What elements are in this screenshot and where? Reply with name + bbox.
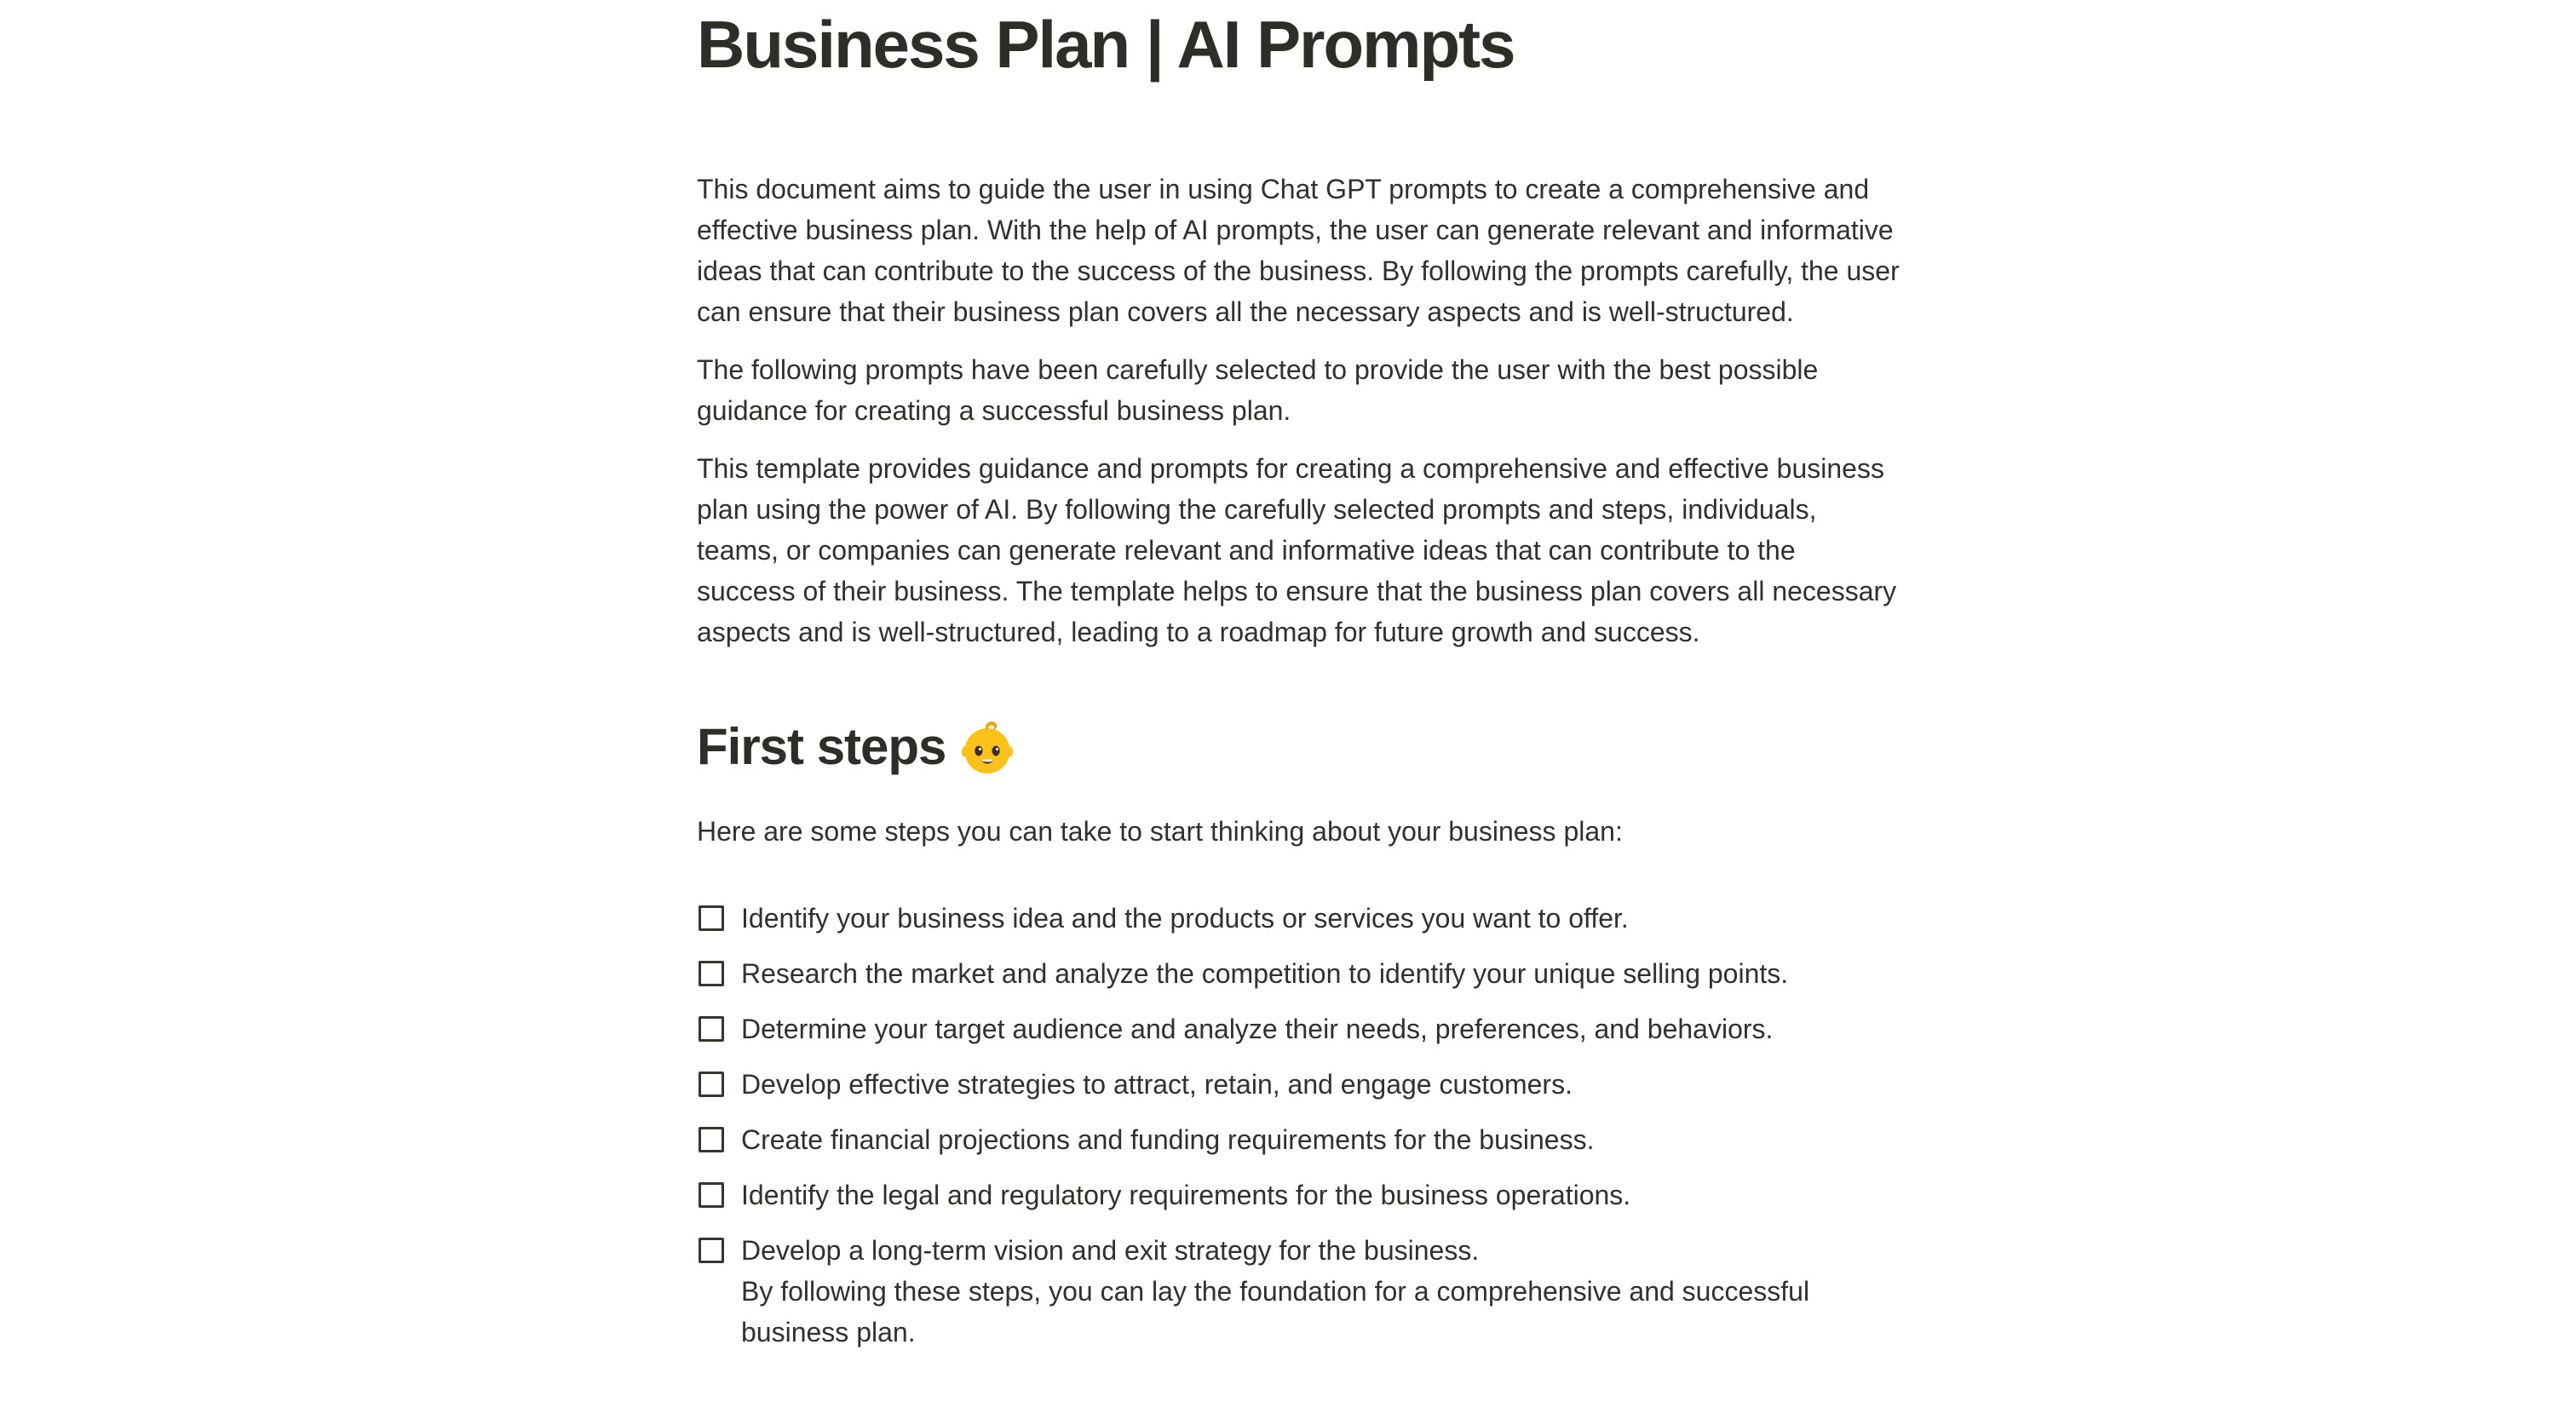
intro-paragraph-1: This document aims to guide the user in using Chat GPT prompts to create a comprehensive and effective business plan. With the help of AI prompts, the user can generate relevant and informative ideas that can contribute to the success of the business. By following the prompts carefully, the user can ensure that their business plan covers all the necessary aspects and is well-structured.	[697, 173, 1900, 327]
todo-item	[697, 1064, 1900, 1105]
todo-list	[697, 898, 1900, 1353]
first-steps-heading	[697, 714, 1900, 780]
todo-item	[697, 1230, 1900, 1353]
todo-label-with-closing	[741, 1230, 1900, 1353]
intro-paragraph-2: The following prompts have been carefully selected to provide the user with the best possible guidance for creating a successful business plan.	[697, 353, 1819, 426]
todo-label: Research the market and analyze the competition to identify your unique selling points.	[741, 957, 1789, 989]
todo-item	[697, 1119, 1900, 1160]
todo-checkbox[interactable]	[699, 1238, 724, 1263]
todo-label: Create financial projections and funding requirements for the business.	[741, 1123, 1595, 1155]
document-page	[697, 0, 1900, 1353]
todo-checkbox[interactable]	[699, 1182, 724, 1208]
first-steps-intro: Here are some steps you can take to start thinking about your business plan:	[697, 815, 1623, 847]
todo-item	[697, 898, 1900, 939]
todo-item	[697, 1008, 1900, 1049]
first-steps-heading-label: First steps	[697, 717, 946, 775]
baby-emoji-icon	[959, 719, 1015, 775]
todo-label: Identify the legal and regulatory requirements for the business operations.	[741, 1179, 1631, 1210]
todo-item	[697, 1175, 1900, 1215]
todo-label: Develop effective strategies to attract, retain, and engage customers.	[741, 1068, 1573, 1100]
todo-checkbox[interactable]	[699, 1127, 724, 1152]
todo-checkbox[interactable]	[699, 961, 724, 986]
page-title: Business Plan | AI Prompts	[697, 7, 1515, 82]
todo-label: Develop a long-term vision and exit strategy for the business.	[741, 1234, 1480, 1266]
todo-label: Identify your business idea and the products or services you want to offer.	[741, 902, 1629, 934]
todo-checkbox[interactable]	[699, 905, 724, 931]
todo-checkbox[interactable]	[699, 1072, 724, 1097]
todo-item	[697, 953, 1900, 994]
intro-paragraph-3: This template provides guidance and prompts for creating a comprehensive and effective business plan using the power of AI. By following the carefully selected prompts and steps, individuals, teams, or companies can generate relevant and informative ideas that can contribute to the success of their business. The template helps to ensure that the business plan covers all necessary aspects and is well-structured, leading to a roadmap for future growth and success.	[697, 452, 1897, 647]
todo-label: Determine your target audience and analyze their needs, preferences, and behaviors.	[741, 1013, 1774, 1044]
todo-checkbox[interactable]	[699, 1016, 724, 1042]
first-steps-closing: By following these steps, you can lay the foundation for a comprehensive and successful business plan.	[741, 1275, 1810, 1347]
